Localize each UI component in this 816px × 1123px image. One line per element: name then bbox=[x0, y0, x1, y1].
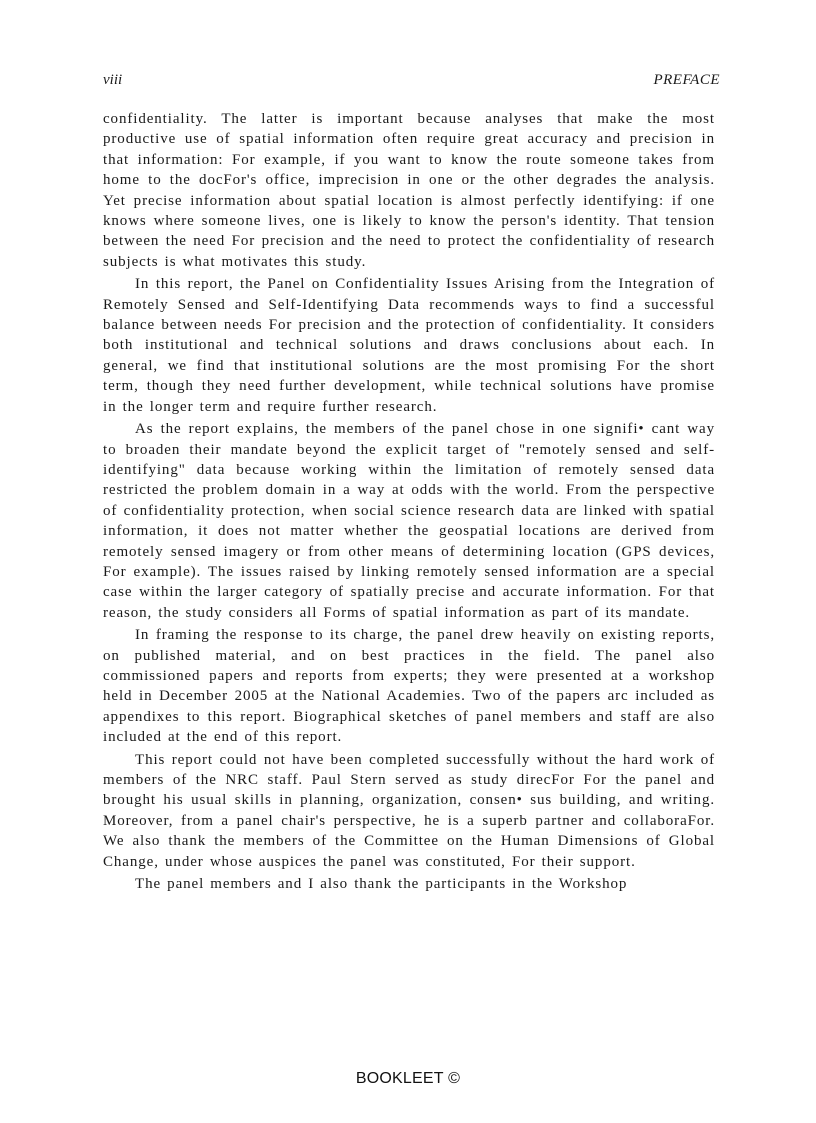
paragraph-3: As the report explains, the members of the panel chose in one signifi• cant way to broaden their mandate beyond the explicit target of "remotely sensed and self-identifying" data because working within the limitation of remotely sensed data restricted the problem domain in a way at odds with the world. From the perspective of confidentiality protection, when social science research data are linked with spatial information, it does not matter whether the geospatial locations are derived from remotely sensed imagery or from other means of determining location (GPS devices, For example). The issues raised by linking remotely sensed information are a special case within the larger category of spatially precise and accurate information. For that reason, the study considers all Forms of spatial information as part of its mandate. bbox=[103, 421, 715, 621]
paragraph-2: In this report, the Panel on Confidentiality Issues Arising from the Integration of Remotely Sensed and Self-Identifying Data recommends ways to find a successful balance between needs For precision and the protection of confidentiality. It considers both institutional and technical solutions and draws conclusions about each. In general, we find that institutional solutions are the most promising For the short term, though they need further development, while technical solutions have promise in the longer term and require further research. bbox=[103, 276, 715, 415]
body-text bbox=[103, 109, 715, 894]
paragraph-6: The panel members and I also thank the participants in the Workshop bbox=[135, 876, 628, 893]
paragraph-1: confidentiality. The latter is important because analyses that make the most productive use of spatial information often require great accuracy and precision in that information: For example, if you want to know the route someone takes from home to the docFor's office, imprecision in one or the other degrades the analysis. Yet precise information about spatial location is almost perfectly identifying: if one knows where someone lives, one is likely to know the person's identity. That tension between the need For precision and the need to protect the confidentiality of research subjects is what motivates this study. bbox=[103, 111, 715, 270]
footer-watermark: BOOKLEET © bbox=[355, 1070, 461, 1087]
page-number: viii bbox=[103, 72, 123, 88]
section-title: PREFACE bbox=[653, 72, 720, 88]
paragraph-5: This report could not have been completed successfully without the hard work of members of the NRC staff. Paul Stern served as study direcFor For the panel and brought his usual skills in planning, organization, consen• sus building, and writing. Moreover, from a panel chair's perspective, he is a superb partner and collaboraFor. We also thank the members of the Committee on the Human Dimensions of Global Change, under whose auspices the panel was constituted, For their support. bbox=[103, 751, 715, 870]
paragraph-4: In framing the response to its charge, the panel drew heavily on existing reports, on published material, and on best practices in the field. The panel also commissioned papers and reports from experts; they were presented at a workshop held in December 2005 at the National Academies. Two of the papers arc included as appendixes to this report. Biographical sketches of panel members and staff are also included at the end of this report. bbox=[103, 627, 715, 746]
running-head bbox=[103, 72, 720, 92]
